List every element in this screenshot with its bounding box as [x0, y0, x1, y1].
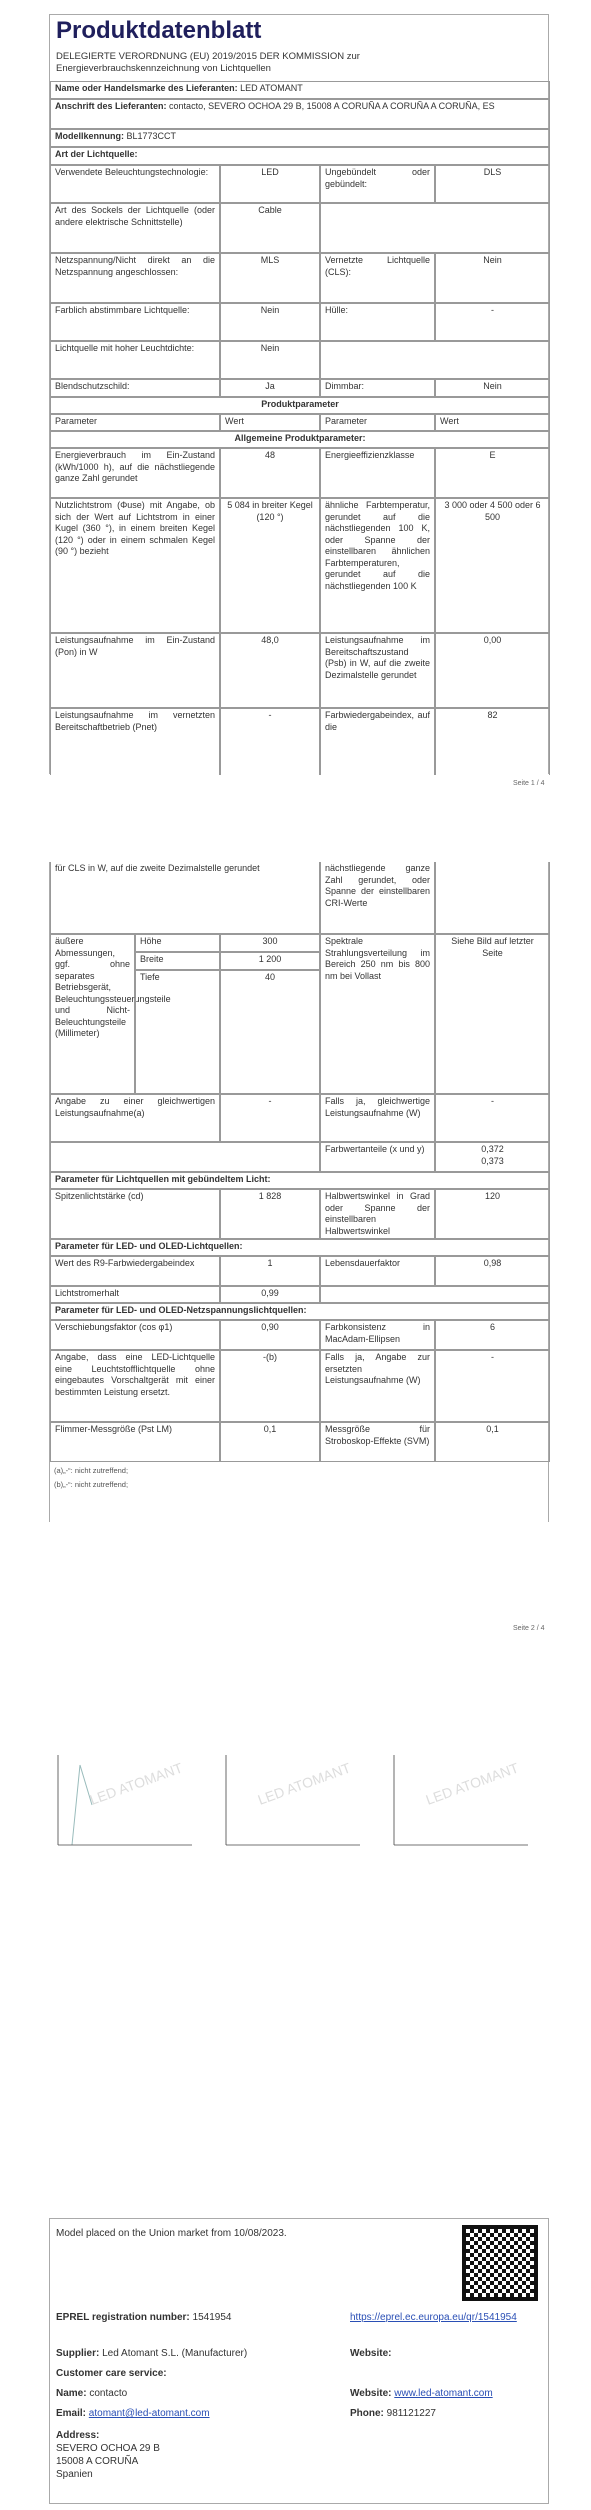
tech-label: Verwendete Beleuchtungstechnologie: [50, 165, 220, 203]
net-standby-label-cont: für CLS in W, auf die zweite Dezimalstelle gerundet [50, 862, 320, 934]
power-label: Leistungsaufnahme im Ein-Zustand (Pon) in W [50, 633, 220, 708]
flicker-value: 0,1 [220, 1422, 320, 1462]
supplier-row: Supplier: Led Atomant S.L. (Manufacturer) [56, 2348, 248, 2359]
page-title: Produktdatenblatt [56, 17, 262, 44]
regulation-text: DELEGIERTE VERORDNUNG (EU) 2019/2015 DER KOMMISSION zur Energieverbrauchskennzeichnung von Lichtquellen [56, 51, 360, 75]
luminance-value: Nein [220, 341, 320, 379]
directional-heading: Parameter für Lichtquellen mit gebündeltem Licht: [50, 1172, 550, 1189]
supplier-address-row: Anschrift des Lieferanten: contacto, SEVERO OCHOA 29 B, 15008 A CORUÑA A CORUÑA A CORUÑA, ES [50, 99, 550, 129]
address-line-1: SEVERO OCHOA 29 B [56, 2443, 160, 2454]
cri-value: 82 [435, 708, 550, 775]
width-label: Breite [135, 952, 220, 970]
survival-label: Lebensdauerfaktor [320, 1256, 435, 1286]
empty-cell [320, 203, 550, 253]
net-standby-label: Leistungsaufnahme im vernetzten Bereitschaftbetrieb (Pnet) [50, 708, 220, 775]
net-standby-value: - [220, 708, 320, 775]
power-factor-value: 0,90 [220, 1320, 320, 1350]
address-label: Address: [56, 2430, 100, 2441]
website-row: Website: www.led-atomant.com [350, 2388, 493, 2399]
website-link[interactable]: www.led-atomant.com [394, 2388, 493, 2399]
standby-label: Leistungsaufnahme im Bereitschaftszustand (Psb) in W, auf die zweite Dezimalstelle gerundet [320, 633, 435, 708]
mains-led-heading: Parameter für LED- und OLED-Netzspannungslichtquellen: [50, 1303, 550, 1320]
cls-label: Vernetzte Lichtquelle (CLS): [320, 253, 435, 303]
customer-care-heading: Customer care service: [56, 2368, 167, 2379]
spectrum-label: Spektrale Strahlungsverteilung im Bereich 250 nm bis 800 nm bei Vollast [320, 934, 435, 1094]
website-label: Website: [350, 2348, 392, 2359]
light-type-heading: Art der Lichtquelle: [50, 147, 550, 165]
standby-value: 0,00 [435, 633, 550, 708]
stroboscopic-label: Messgröße für Stroboskop-Effekte (SVM) [320, 1422, 435, 1462]
energy-value: 48 [220, 448, 320, 498]
col-value: Wert [435, 414, 550, 431]
empty-cell [320, 1286, 550, 1303]
eprel-row: EPREL registration number: 1541954 [56, 2312, 232, 2323]
ungeb-value: DLS [435, 165, 550, 203]
equiv-power-label: Falls ja, gleichwertige Leistungsaufnahme (W) [320, 1094, 435, 1142]
spectrum-chart-2 [220, 1745, 370, 1857]
footnote-a: (a)„-“: nicht zutreffend; [54, 1466, 129, 1475]
cls-value: Nein [435, 253, 550, 303]
phone-row: Phone: 981121227 [350, 2408, 436, 2419]
ungeb-label: Ungebündelt oder gebündelt: [320, 165, 435, 203]
chromaticity-label: Farbwertanteile (x und y) [320, 1142, 435, 1172]
watermark: LED ATOMANT [87, 1759, 185, 1808]
col-value: Wert [220, 414, 320, 431]
flux-value: 5 084 in breiter Kegel (120 °) [220, 498, 320, 633]
spectrum-chart-3 [388, 1745, 538, 1857]
peak-value: 1 828 [220, 1189, 320, 1239]
beam-value: 120 [435, 1189, 550, 1239]
width-value: 1 200 [220, 952, 320, 970]
email-row: Email: atomant@led-atomant.com [56, 2408, 210, 2419]
market-date: Model placed on the Union market from 10/08/2023. [56, 2228, 287, 2239]
peak-label: Spitzenlichtstärke (cd) [50, 1189, 220, 1239]
address-line-2: 15008 A CORUÑA [56, 2456, 139, 2467]
supplier-name-row: Name oder Handelsmarke des Lieferanten: LED ATOMANT [50, 81, 550, 99]
depth-value: 40 [220, 970, 320, 1094]
luminance-label: Lichtquelle mit hoher Leuchtdichte: [50, 341, 220, 379]
tunable-label: Farblich abstimmbare Lichtquelle: [50, 303, 220, 341]
dimmable-value: Nein [435, 379, 550, 397]
replace-value: -(b) [220, 1350, 320, 1422]
lumen-maint-value: 0,99 [220, 1286, 320, 1303]
height-value: 300 [220, 934, 320, 952]
cri-label: Farbwiedergabeindex, auf die [320, 708, 435, 775]
replace-label: Angabe, dass eine LED-Lichtquelle eine Leuchtstofflichtquelle ohne eingebautes Vorschaltgerät mit einer bestimmten Leistung ersetzt. [50, 1350, 220, 1422]
qr-code-icon [462, 2225, 538, 2301]
dimmable-label: Dimmbar: [320, 379, 435, 397]
col-param: Parameter [320, 414, 435, 431]
general-params-heading: Allgemeine Produktparameter: [50, 431, 550, 448]
flux-label: Nutzlichtstrom (Φuse) mit Angabe, ob sich der Wert auf Lichtstrom in einer Kugel (360 °), in einem breiten Kegel (120 °) oder in einem schmalen Kegel (90 °) bezieht [50, 498, 220, 633]
footnote-b: (b)„-“: nicht zutreffend; [54, 1480, 129, 1489]
eff-class-label: Energieeffizienzklasse [320, 448, 435, 498]
envelope-label: Hülle: [320, 303, 435, 341]
consistency-label: Farbkonsistenz in MacAdam-Ellipsen [320, 1320, 435, 1350]
page-number: Seite 2 / 4 [513, 1625, 545, 1632]
tech-value: LED [220, 165, 320, 203]
r9-value: 1 [220, 1256, 320, 1286]
dimensions-label: äußere Abmessungen, ggf. ohne separates Betriebsgerät, Beleuchtungssteuerungsteile und Nicht-Beleuchtungsteile (Millimeter) [50, 934, 135, 1094]
email-link[interactable]: atomant@led-atomant.com [88, 2408, 210, 2419]
product-params-heading: Produktparameter [50, 397, 550, 414]
flicker-label: Flimmer-Messgröße (Pst LM) [50, 1422, 220, 1462]
address-line-3: Spanien [56, 2469, 93, 2480]
depth-label: Tiefe [135, 970, 220, 1094]
socket-value: Cable [220, 203, 320, 253]
beam-label: Halbwertswinkel in Grad oder Spanne der einstellbaren Halbwertswinkel [320, 1189, 435, 1239]
envelope-value: - [435, 303, 550, 341]
spectrum-chart-1 [52, 1745, 202, 1857]
power-factor-label: Verschiebungsfaktor (cos φ1) [50, 1320, 220, 1350]
power-value: 48,0 [220, 633, 320, 708]
stroboscopic-value: 0,1 [435, 1422, 550, 1462]
chromaticity-value: 0,372 0,373 [435, 1142, 550, 1172]
cct-value: 3 000 oder 4 500 oder 6 500 [435, 498, 550, 633]
height-label: Höhe [135, 934, 220, 952]
spectrum-value: Siehe Bild auf letzter Seite [435, 934, 550, 1094]
equiv-value: - [220, 1094, 320, 1142]
replace-power-label: Falls ja, Angabe zur ersetzten Leistungsaufnahme (W) [320, 1350, 435, 1422]
contact-name: Name: contacto [56, 2388, 128, 2399]
watermark: LED ATOMANT [255, 1759, 353, 1808]
watermark: LED ATOMANT [423, 1759, 521, 1808]
glare-label: Blendschutzschild: [50, 379, 220, 397]
cri-label-cont: nächstliegende ganze Zahl gerundet, oder Spanne der einstellbaren CRI-Werte [320, 862, 435, 934]
replace-power-value: - [435, 1350, 550, 1422]
model-row: Modellkennung: BL1773CCT [50, 129, 550, 147]
led-heading: Parameter für LED- und OLED-Lichtquellen: [50, 1239, 550, 1256]
empty-cell [320, 341, 550, 379]
energy-label: Energieverbrauch im Ein-Zustand (kWh/1000 h), auf die nächstliegende ganze Zahl gerundet [50, 448, 220, 498]
survival-value: 0,98 [435, 1256, 550, 1286]
page-1 [49, 14, 549, 774]
lumen-maint-label: Lichtstromerhalt [50, 1286, 220, 1303]
equiv-power-value: - [435, 1094, 550, 1142]
page-number: Seite 1 / 4 [513, 780, 545, 787]
r9-label: Wert des R9-Farbwiedergabeindex [50, 1256, 220, 1286]
page-4-eprel [49, 2218, 549, 2504]
empty-cell [50, 1142, 320, 1172]
col-param: Parameter [50, 414, 220, 431]
tunable-value: Nein [220, 303, 320, 341]
eprel-link[interactable]: https://eprel.ec.europa.eu/qr/1541954 [350, 2312, 517, 2323]
empty-cell [435, 862, 550, 934]
eff-class-value: E [435, 448, 550, 498]
socket-label: Art des Sockels der Lichtquelle (oder andere elektrische Schnittstelle) [50, 203, 220, 253]
mains-label: Netzspannung/Nicht direkt an die Netzspannung angeschlossen: [50, 253, 220, 303]
glare-value: Ja [220, 379, 320, 397]
mains-value: MLS [220, 253, 320, 303]
cct-label: ähnliche Farbtemperatur, gerundet auf die nächstliegenden 100 K, oder Spanne der einstellbaren ähnlichen Farbtemperaturen, gerundet auf die nächstliegenden 100 K [320, 498, 435, 633]
equiv-label: Angabe zu einer gleichwertigen Leistungsaufnahme(a) [50, 1094, 220, 1142]
consistency-value: 6 [435, 1320, 550, 1350]
page-2 [49, 862, 549, 1522]
